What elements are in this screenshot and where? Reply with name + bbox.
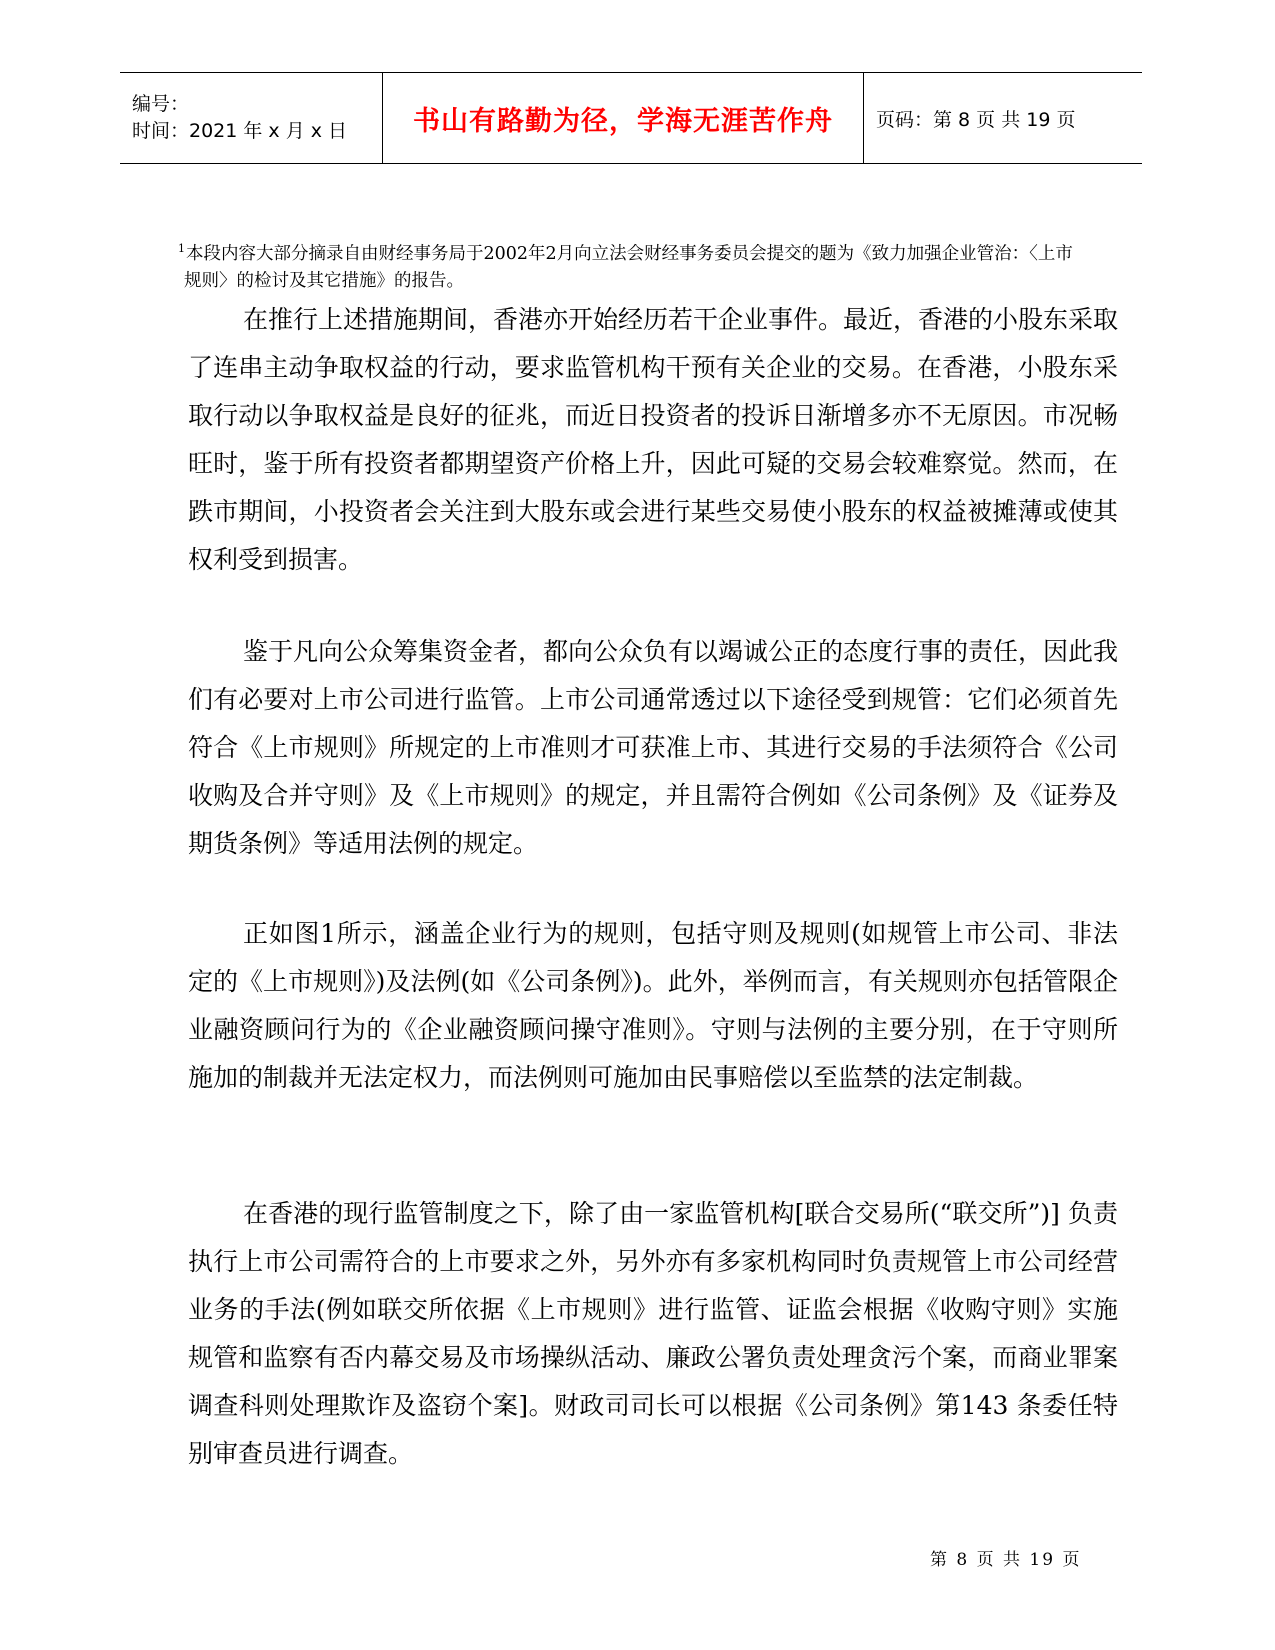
footnote-text: 本段内容大部分摘录自由财经事务局于2002年2月向立法会财经事务委员会提交的题为《致力加强企业管治：〈上市规则〉的检讨及其它措施》的报告。 [184, 243, 1073, 291]
paragraph-text: 鉴于凡向公众筹集资金者，都向公众负有以竭诚公正的态度行事的责任，因此我们有必要对上市公司进行监管。上市公司通常透过以下途径受到规管：它们必须首先符合《上市规则》所规定的上市准则才可获准上市、其进行交易的手法须符合《公司收购及合并守则》及《上市规则》的规定，并且需符合例如《公司条例》及《证券及期货条例》等适用法例的规定。 [188, 637, 1119, 858]
date-label: 时间：2021 年 x 月 x 日 [132, 120, 348, 142]
page-footer-number: 第 8 页 共 19 页 [930, 1550, 1082, 1570]
body-paragraph-4 [188, 1190, 1118, 1478]
header-page-cell [864, 73, 1143, 164]
document-header [120, 72, 1142, 164]
serial-number-label: 编号： [132, 93, 190, 115]
header-motto: 书山有路勤为径，学海无涯苦作舟 [413, 105, 833, 137]
body-paragraph-1 [188, 296, 1118, 584]
header-page-code: 页码：第 8 页 共 19 页 [876, 108, 1076, 131]
header-motto-cell [383, 73, 864, 164]
paragraph-text: 在推行上述措施期间，香港亦开始经历若干企业事件。最近，香港的小股东采取了连串主动争取权益的行动，要求监管机构干预有关企业的交易。在香港，小股东采取行动以争取权益是良好的征兆，而近日投资者的投诉日渐增多亦不无原因。市况畅旺时，鉴于所有投资者都期望资产价格上升，因此可疑的交易会较难察觉。然而，在跌市期间，小投资者会关注到大股东或会进行某些交易使小股东的权益被摊薄或使其权利受到损害。 [188, 305, 1119, 574]
body-paragraph-3 [188, 910, 1118, 1102]
paragraph-text: 在香港的现行监管制度之下，除了由一家监管机构[联合交易所(“联交所”)] 负责执行上市公司需符合的上市要求之外，另外亦有多家机构同时负责规管上市公司经营业务的手法(例如联交所依据《上市规则》进行监管、证监会根据《收购守则》实施规管和监察有否内幕交易及市场操纵活动、廉政公署负责处理贪污个案，而商业罪案调查科则处理欺诈及盗窃个案]。财政司司长可以根据《公司条例》第143 条委任特别审查员进行调查。 [188, 1199, 1118, 1468]
header-meta-cell [120, 73, 383, 164]
body-paragraph-2 [188, 628, 1118, 868]
footnote-marker: 1 [178, 242, 185, 255]
paragraph-text: 正如图1所示，涵盖企业行为的规则，包括守则及规则(如规管上市公司、非法定的《上市规则》)及法例(如《公司条例》)。此外，举例而言，有关规则亦包括管限企业融资顾问行为的《企业融资顾问操守准则》。守则与法例的主要分别，在于守则所施加的制裁并无法定权力，而法例则可施加由民事赔偿以至监禁的法定制裁。 [188, 919, 1118, 1092]
footnote [178, 235, 1084, 295]
